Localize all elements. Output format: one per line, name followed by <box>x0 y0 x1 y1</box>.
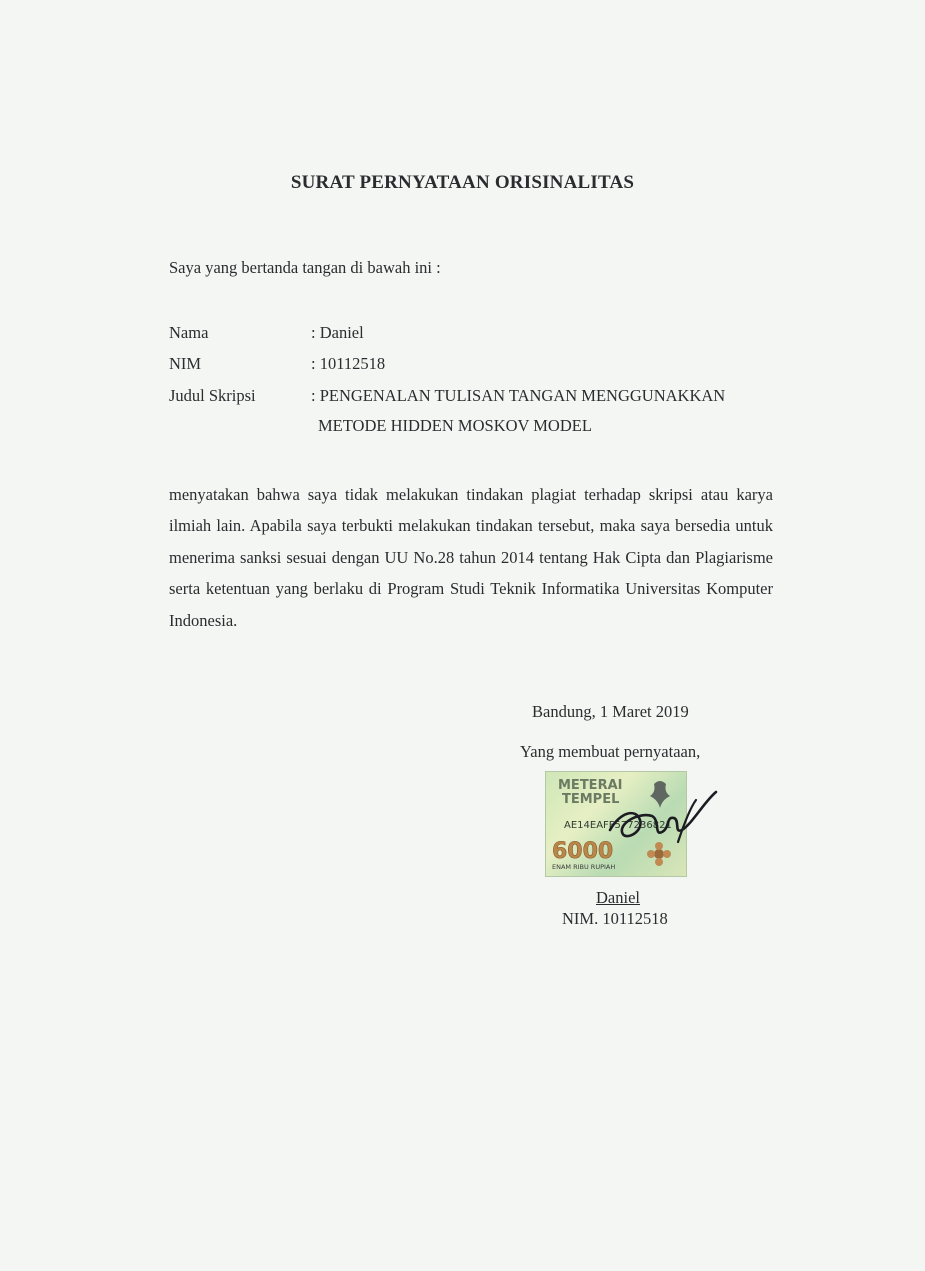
field-label: Nama <box>169 323 209 342</box>
stamp-line2: TEMPEL <box>562 792 620 807</box>
place-date: Bandung, 1 Maret 2019 <box>532 702 689 721</box>
field-label: NIM <box>169 354 202 373</box>
signer-nim: NIM. 10112518 <box>562 909 668 928</box>
field-value: : PENGENALAN TULISAN TANGAN MENGGUNAKKAN <box>311 386 726 405</box>
document-title: SURAT PERNYATAAN ORISINALITAS <box>290 172 635 193</box>
signer-name: Daniel <box>596 888 640 907</box>
handwritten-signature <box>600 772 718 858</box>
stamp-serial: AE14EAFF577236821 <box>564 820 672 831</box>
field-value-continued: METODE HIDDEN MOSKOV MODEL <box>318 416 592 435</box>
stamp-value-words: ENAM RIBU RUPIAH <box>552 863 616 871</box>
field-label: Judul Skripsi <box>169 386 256 405</box>
field-value: : Daniel <box>311 323 364 342</box>
field-value: : 10112518 <box>311 354 386 373</box>
statement-paragraph: menyatakan bahwa saya tidak melakukan tindakan plagiat terhadap skripsi atau karya ilmiah lain. Apabila saya terbukti melakukan tindakan tersebut, maka saya bersedia untuk menerima sanksi sesuai dengan UU No.28 tahun 2014 tentang Hak Cipta dan Plagiarisme serta ketentuan yang berlaku di Program Studi Teknik Informatika Universitas Komputer Indonesia. <box>169 485 773 630</box>
stamp-line1: METERAI <box>558 778 623 793</box>
maker-label: Yang membuat pernyataan, <box>520 742 701 761</box>
stamp-value: 6000 <box>552 839 614 864</box>
intro-text: Saya yang bertanda tangan di bawah ini : <box>169 258 441 277</box>
